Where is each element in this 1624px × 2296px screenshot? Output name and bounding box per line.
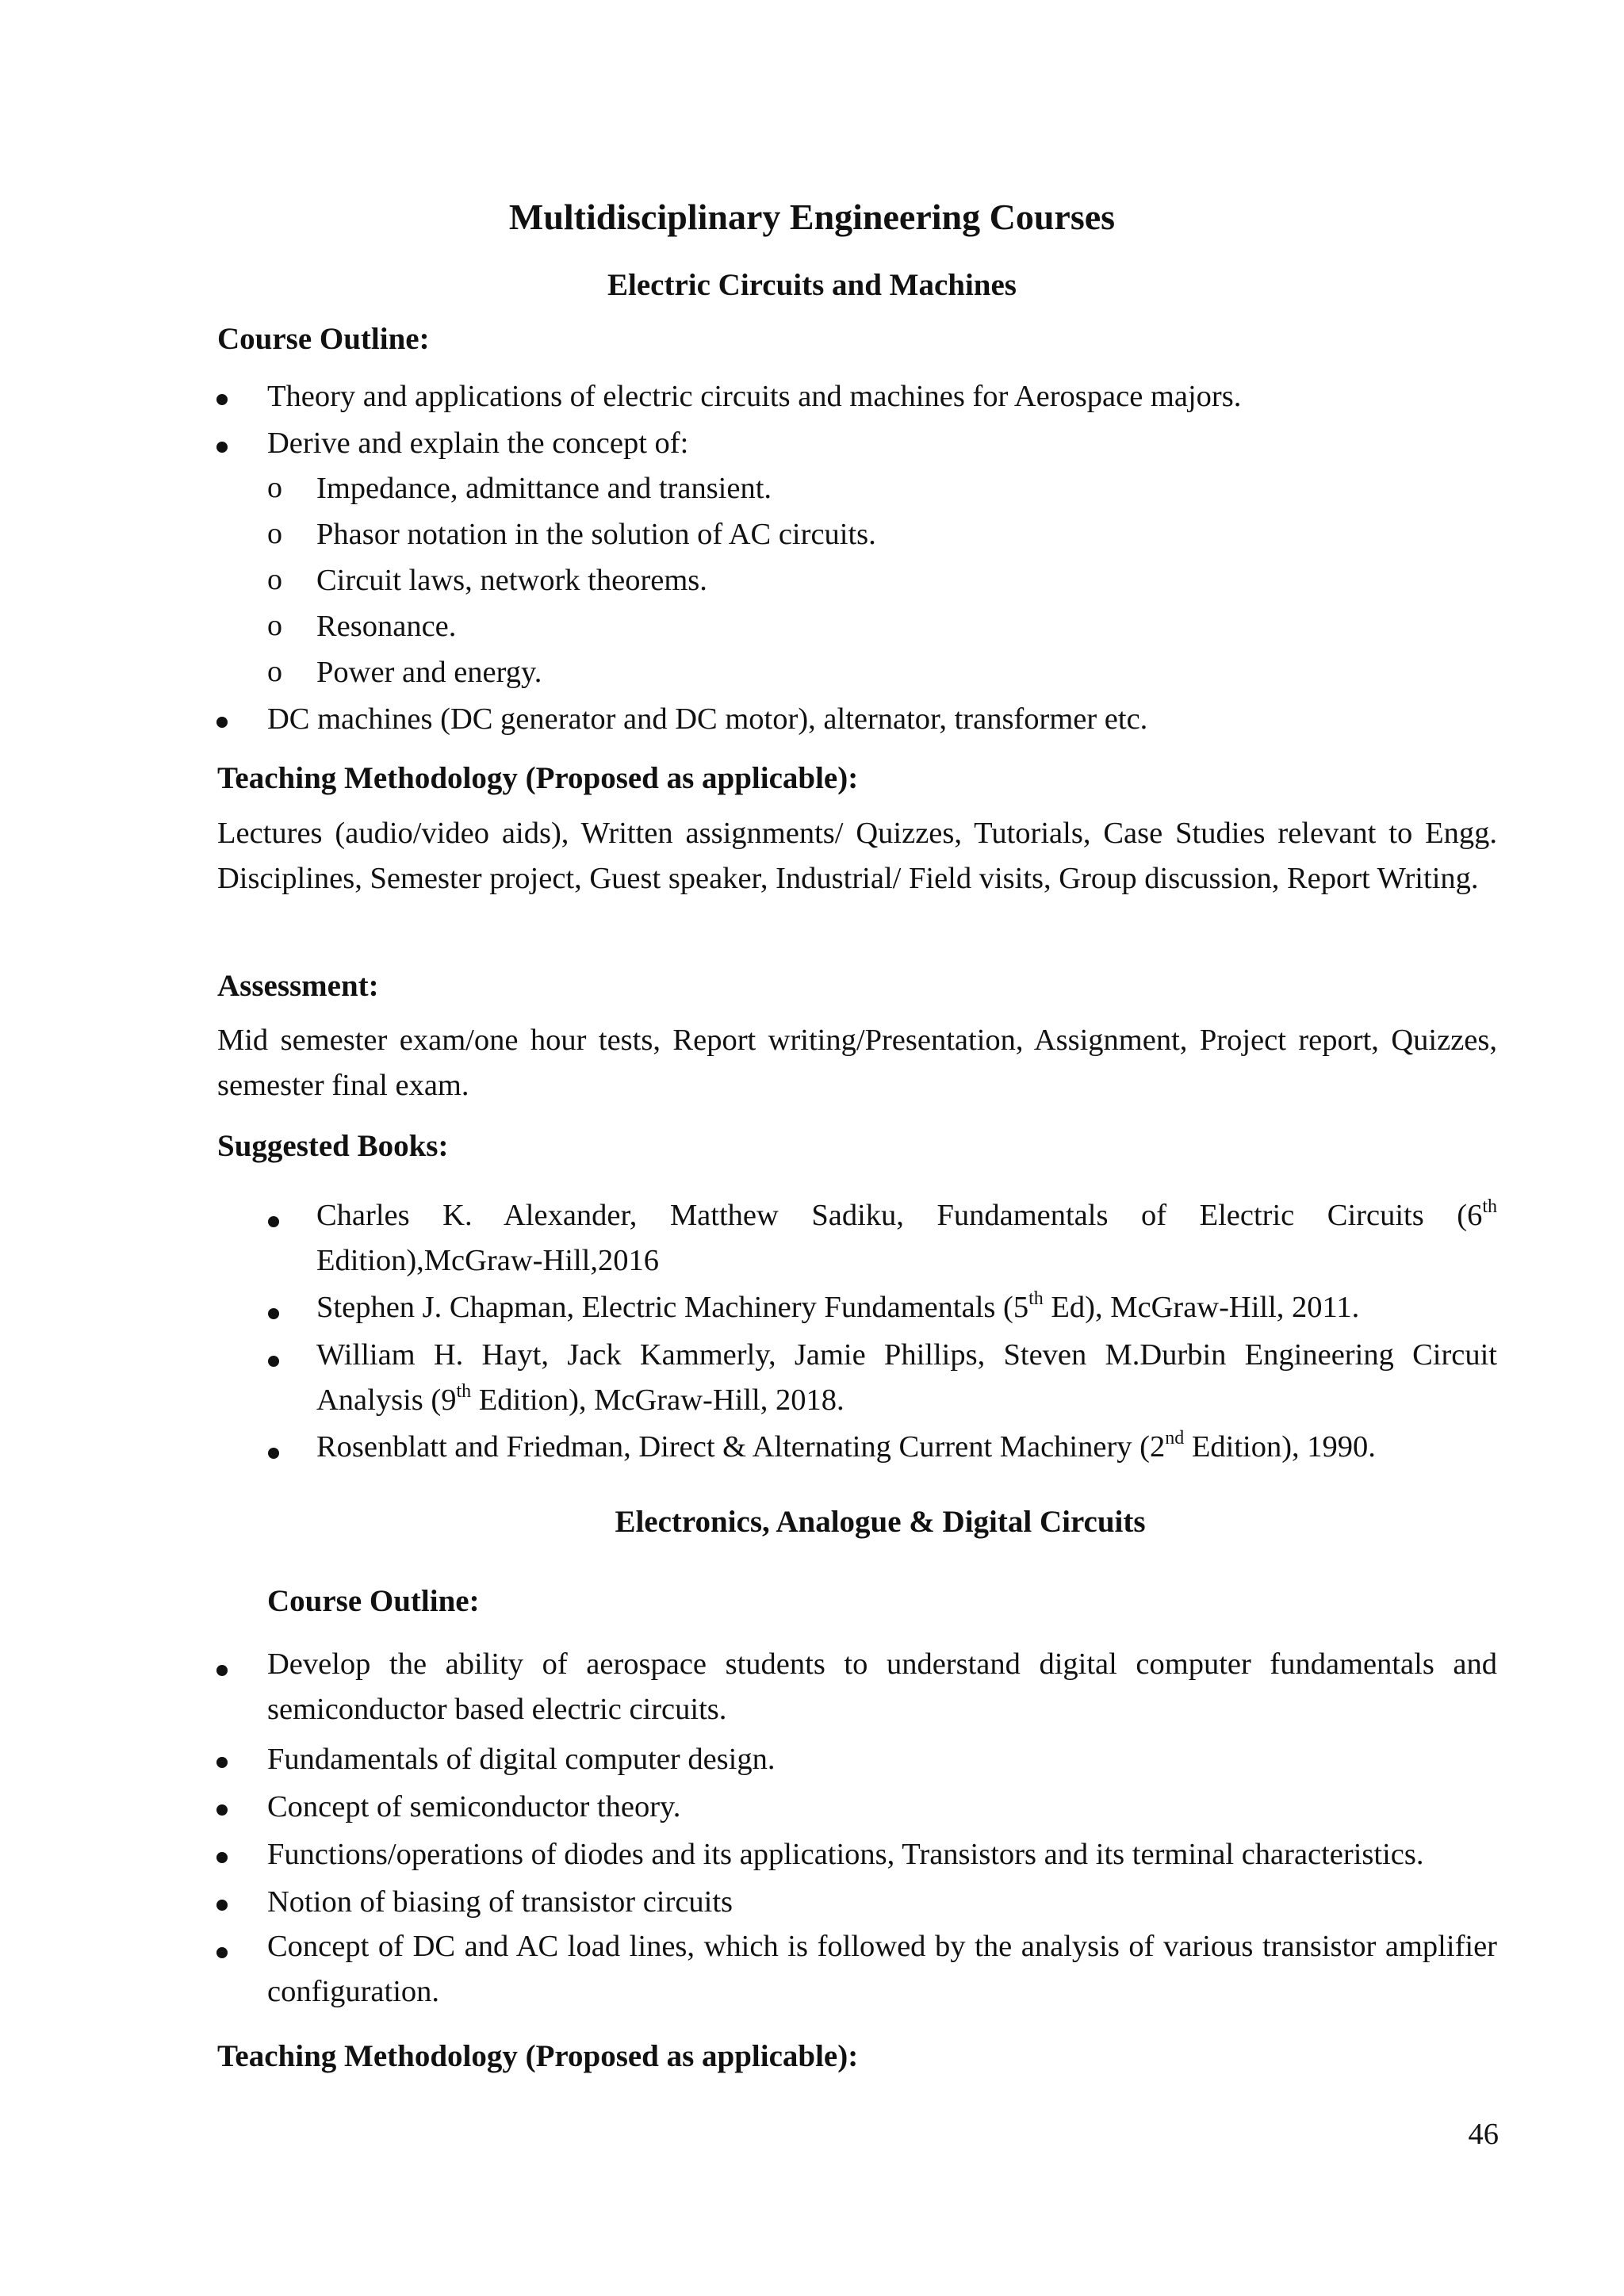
teaching-methodology-heading: Teaching Methodology (Proposed as applicable): (217, 2039, 859, 2073)
sub-outline-item: Circuit laws, network theorems. (316, 564, 707, 597)
outline-item: Concept of DC and AC load lines, which is followed by the analysis of various transistor amplifier configuration. (267, 1930, 1497, 2008)
course-outline-heading: Course Outline: (267, 1584, 480, 1618)
outline-item: Derive and explain the concept of: (267, 427, 689, 460)
bullet-icon (268, 1356, 279, 1367)
bullet-icon (216, 442, 228, 453)
bullet-icon (216, 1947, 228, 1958)
page-number: 46 (1468, 2118, 1499, 2151)
bullet-icon (216, 1804, 228, 1816)
sub-bullet-icon: o (267, 517, 282, 550)
bullet-icon (216, 717, 228, 728)
bullet-icon (268, 1448, 279, 1459)
course-title-electric-circuits: Electric Circuits and Machines (607, 268, 1017, 302)
sub-bullet-icon: o (267, 471, 282, 504)
bullet-icon (268, 1308, 279, 1319)
bullet-icon (216, 1665, 228, 1676)
sub-outline-item: Phasor notation in the solution of AC circuits. (316, 518, 876, 551)
assessment-heading: Assessment: (217, 969, 379, 1003)
sub-bullet-icon: o (267, 563, 282, 596)
outline-item: Develop the ability of aerospace students to understand digital computer fundamentals and semiconductor based electric circuits. (267, 1647, 1497, 1726)
course-title-electronics: Electronics, Analogue & Digital Circuits (615, 1505, 1146, 1539)
bullet-icon (216, 394, 228, 405)
assessment-text: Mid semester exam/one hour tests, Report writing/Presentation, Assignment, Project report, Quizzes, semester final exam. (217, 1024, 1497, 1102)
book-item: Stephen J. Chapman, Electric Machinery Fundamentals (5th Ed), McGraw-Hill, 2011. (316, 1288, 1360, 1324)
bullet-icon (216, 1757, 228, 1768)
bullet-icon (268, 1216, 279, 1227)
sub-outline-item: Resonance. (316, 610, 457, 643)
bullet-icon (216, 1852, 228, 1863)
page-title: Multidisciplinary Engineering Courses (508, 197, 1116, 237)
book-item: Rosenblatt and Friedman, Direct & Alternating Current Machinery (2nd Edition), 1990. (316, 1428, 1376, 1464)
outline-item: Fundamentals of digital computer design. (267, 1743, 776, 1776)
sub-outline-item: Power and energy. (316, 656, 542, 689)
outline-item: Functions/operations of diodes and its applications, Transistors and its terminal characteristics. (267, 1838, 1424, 1871)
outline-item: DC machines (DC generator and DC motor), alternator, transformer etc. (267, 702, 1148, 736)
sub-outline-item: Impedance, admittance and transient. (316, 472, 772, 505)
sub-bullet-icon: o (267, 609, 282, 642)
book-item: William H. Hayt, Jack Kammerly, Jamie Phillips, Steven M.Durbin Engineering Circuit Analysis (9th Edition), McGraw-Hill, 2018. (316, 1338, 1497, 1417)
book-item: Charles K. Alexander, Matthew Sadiku, Fundamentals of Electric Circuits (6th Edition),McGraw-Hill,2016 (316, 1196, 1497, 1277)
outline-item: Theory and applications of electric circuits and machines for Aerospace majors. (267, 380, 1242, 413)
course-outline-heading: Course Outline: (217, 322, 430, 356)
outline-item: Concept of semiconductor theory. (267, 1790, 681, 1823)
teaching-methodology-heading: Teaching Methodology (Proposed as applicable): (217, 761, 859, 795)
sub-bullet-icon: o (267, 655, 282, 688)
teaching-methodology-text: Lectures (audio/video aids), Written assignments/ Quizzes, Tutorials, Case Studies relevant to Engg. Disciplines, Semester project, Guest speaker, Industrial/ Field visits, Group discussion, Report Writing. (217, 817, 1497, 895)
bullet-icon (216, 1900, 228, 1911)
suggested-books-heading: Suggested Books: (217, 1129, 449, 1163)
outline-item: Notion of biasing of transistor circuits (267, 1885, 733, 1919)
